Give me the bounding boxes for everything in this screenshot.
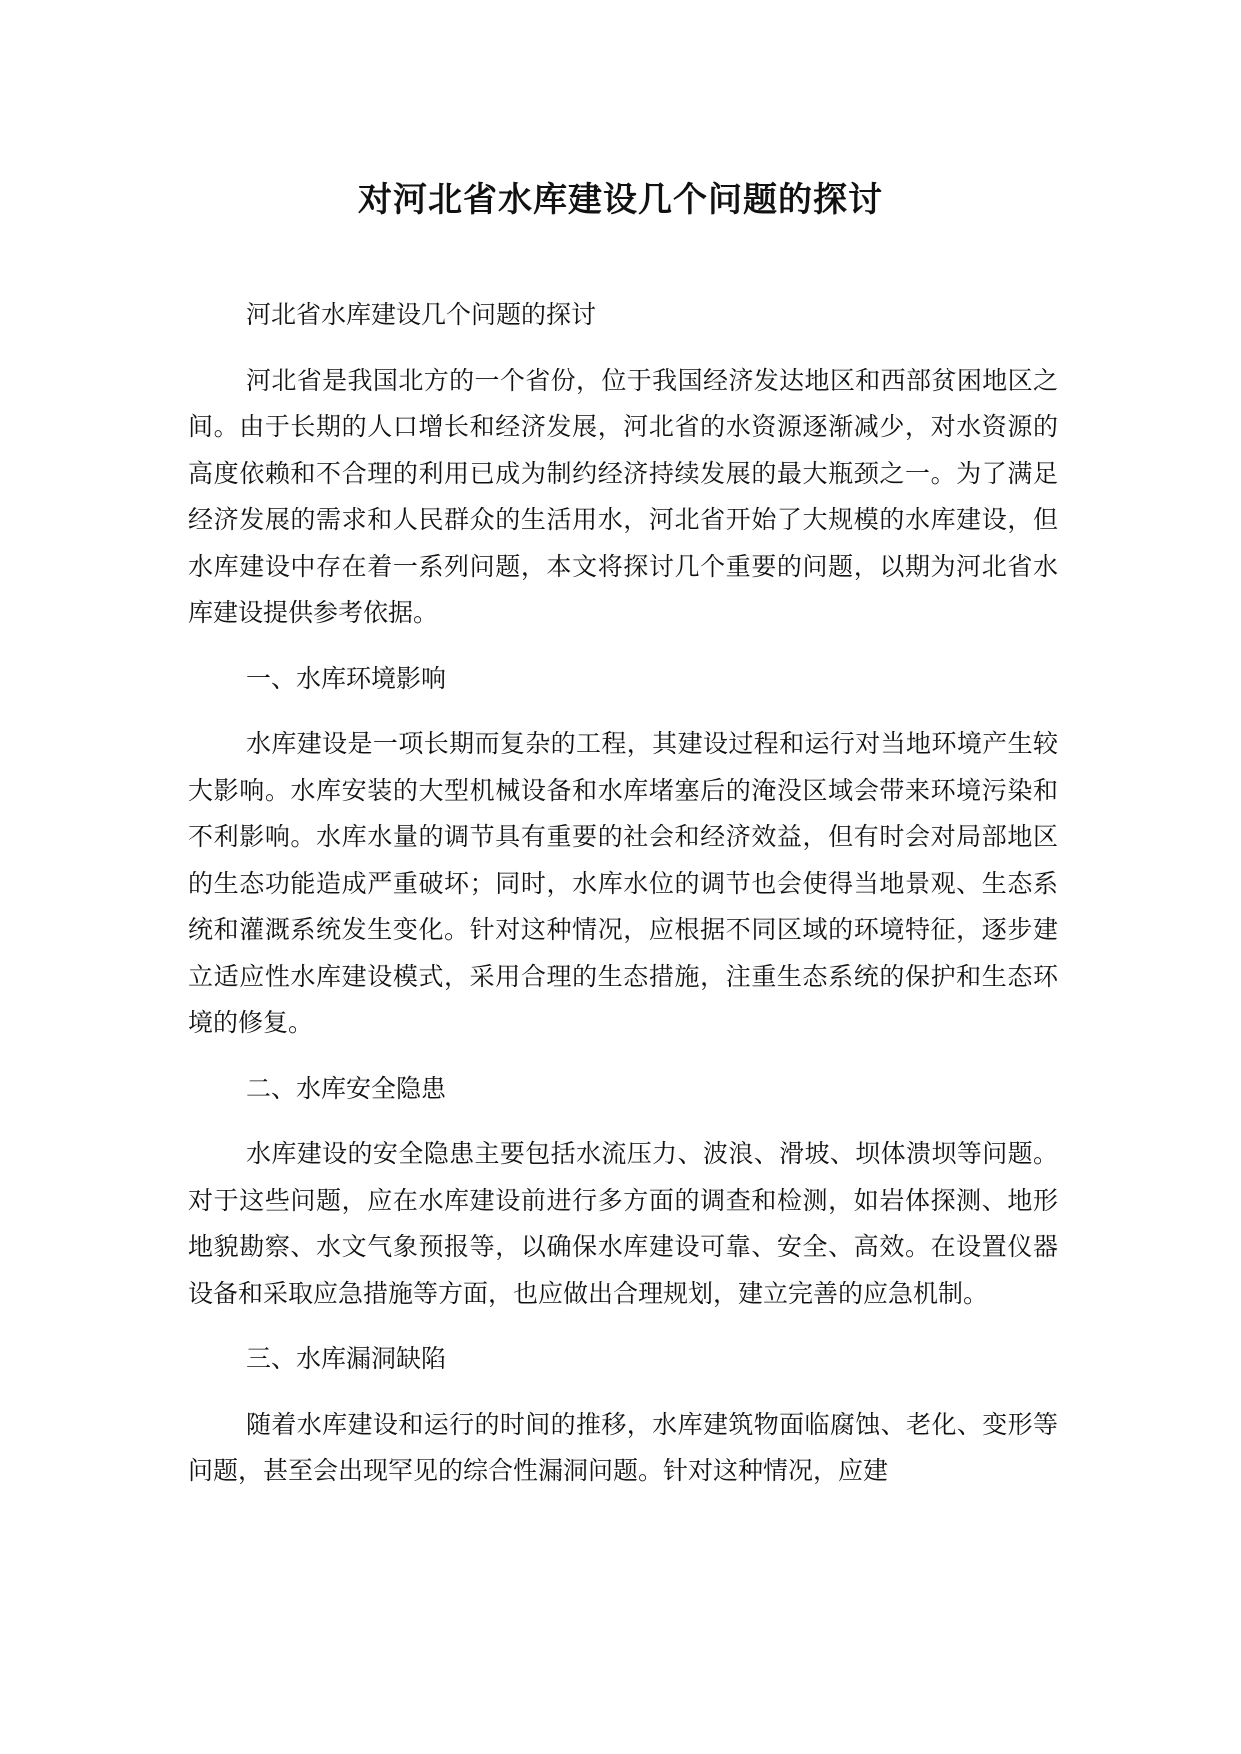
environment-paragraph: 水库建设是一项长期而复杂的工程，其建设过程和运行对当地环境产生较大影响。水库安装的大型机械设备和水库堵塞后的淹没区域会带来环境污染和不利影响。水库水量的调节具有重要的社会和经济效益，但有时会对局部地区的生态功能造成严重破坏；同时，水库水位的调节也会使得当地景观、生态系统和灌溉系统发生变化。针对这种情况，应根据不同区域的环境特征，逐步建立适应性水库建设模式，采用合理的生态措施，注重生态系统的保护和生态环境的修复。 — [188, 729, 1058, 1037]
document-body — [188, 292, 1058, 1514]
subtitle-paragraph: 河北省水库建设几个问题的探讨 — [246, 300, 597, 329]
document-title: 对河北省水库建设几个问题的探讨 — [358, 180, 883, 220]
intro-paragraph: 河北省是我国北方的一个省份，位于我国经济发达地区和西部贫困地区之间。由于长期的人口增长和经济发展，河北省的水资源逐渐减少，对水资源的高度依赖和不合理的利用已成为制约经济持续发展的最大瓶颈之一。为了满足经济发展的需求和人民群众的生活用水，河北省开始了大规模的水库建设，但水库建设中存在着一系列问题，本文将探讨几个重要的问题，以期为河北省水库建设提供参考依据。 — [188, 365, 1058, 627]
section-heading-safety: 二、水库安全隐患 — [246, 1073, 447, 1103]
section-heading-environment: 一、水库环境影响 — [246, 663, 447, 693]
section-heading-defects: 三、水库漏洞缺陷 — [246, 1344, 447, 1373]
safety-paragraph: 水库建设的安全隐患主要包括水流压力、波浪、滑坡、坝体溃坝等问题。对于这些问题，应在水库建设前进行多方面的调查和检测，如岩体探测、地形地貌勘察、水文气象预报等，以确保水库建设可靠、安全、高效。在设置仪器设备和采取应急措施等方面，也应做出合理规划，建立完善的应急机制。 — [188, 1139, 1058, 1308]
defects-paragraph: 随着水库建设和运行的时间的推移，水库建筑物面临腐蚀、老化、变形等问题，甚至会出现罕见的综合性漏洞问题。针对这种情况，应建 — [188, 1409, 1058, 1485]
